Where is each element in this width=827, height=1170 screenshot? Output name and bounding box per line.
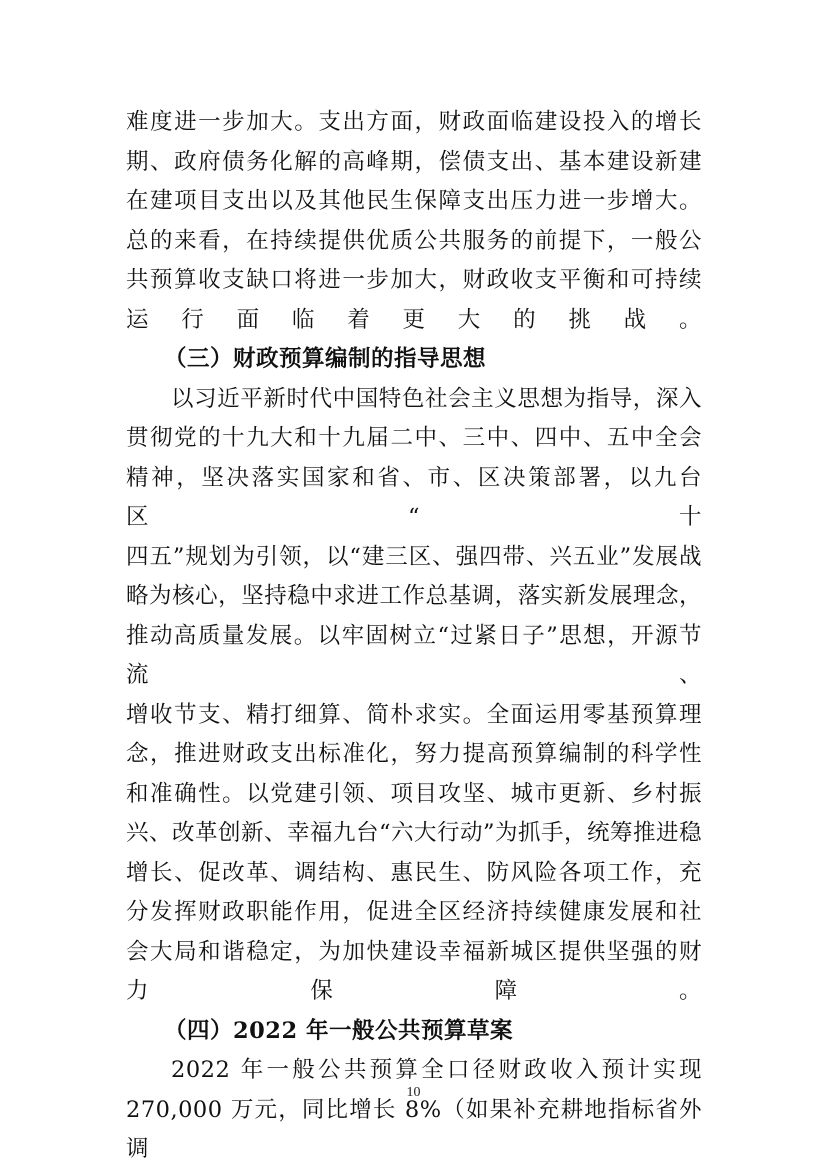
text-line: 270,000 万元，同比增长 8%（如果补充耕地指标省外调	[126, 1096, 702, 1162]
text-line: 以习近平新时代中国特色社会主义思想为指导，深入	[171, 385, 702, 412]
text-line: 期、政府债务化解的高峰期，偿债支出、基本建设新建	[126, 148, 702, 175]
paragraph-budget-draft	[126, 1051, 702, 1170]
section-heading-guiding-ideology: （三）财政预算编制的指导思想	[164, 346, 487, 372]
text-line: 推动高质量发展。以牢固树立“过紧日子”思想，开源节流、	[126, 622, 702, 688]
text-line: 增收节支、精打细算、简朴求实。全面运用零基预算理	[126, 701, 702, 728]
text-line: 和准确性。以党建引领、项目攻坚、城市更新、乡村振	[126, 780, 702, 807]
text-line: 兴、改革创新、幸福九台“六大行动”为抓手，统筹推进稳	[126, 820, 703, 846]
paragraph-guiding-ideology	[126, 380, 702, 1012]
text-line: 力保障。	[126, 978, 702, 1004]
text-line: 会大局和谐稳定，为加快建设幸福新城区提供坚强的财	[126, 938, 702, 965]
text-line: 增长、促改革、调结构、惠民生、防风险各项工作，充	[126, 859, 702, 886]
text-line: 2022 年一般公共预算全口径财政收入预计实现	[171, 1057, 702, 1083]
page-number: 10	[406, 1085, 421, 1100]
text-line: 运行面临着更大的挑战。	[126, 306, 702, 333]
section-heading-budget-draft: （四）2022 年一般公共预算草案	[164, 1017, 513, 1044]
text-line: 贯彻党的十九大和十九届二中、三中、四中、五中全会	[126, 425, 702, 451]
text-line: 略为核心，坚持稳中求进工作总基调，落实新发展理念，	[126, 583, 702, 609]
paragraph-fiscal-challenges	[126, 103, 702, 340]
text-line: 念，推进财政支出标准化，努力提高预算编制的科学性	[126, 741, 702, 767]
text-line: 四五”规划为引领，以“建三区、强四带、兴五业”发展战	[126, 543, 702, 570]
text-line: 在建项目支出以及其他民生保障支出压力进一步增大。	[126, 188, 702, 214]
text-line: 分发挥财政职能作用，促进全区经济持续健康发展和社	[126, 899, 702, 925]
document-body	[126, 103, 702, 1170]
text-line: 难度进一步加大。支出方面，财政面临建设投入的增长	[126, 109, 702, 135]
text-line: 总的来看，在持续提供优质公共服务的前提下，一般公	[126, 227, 702, 254]
text-line: 精神，坚决落实国家和省、市、区决策部署，以九台区“十	[126, 464, 702, 530]
text-line: 共预算收支缺口将进一步加大，财政收支平衡和可持续	[126, 267, 702, 293]
